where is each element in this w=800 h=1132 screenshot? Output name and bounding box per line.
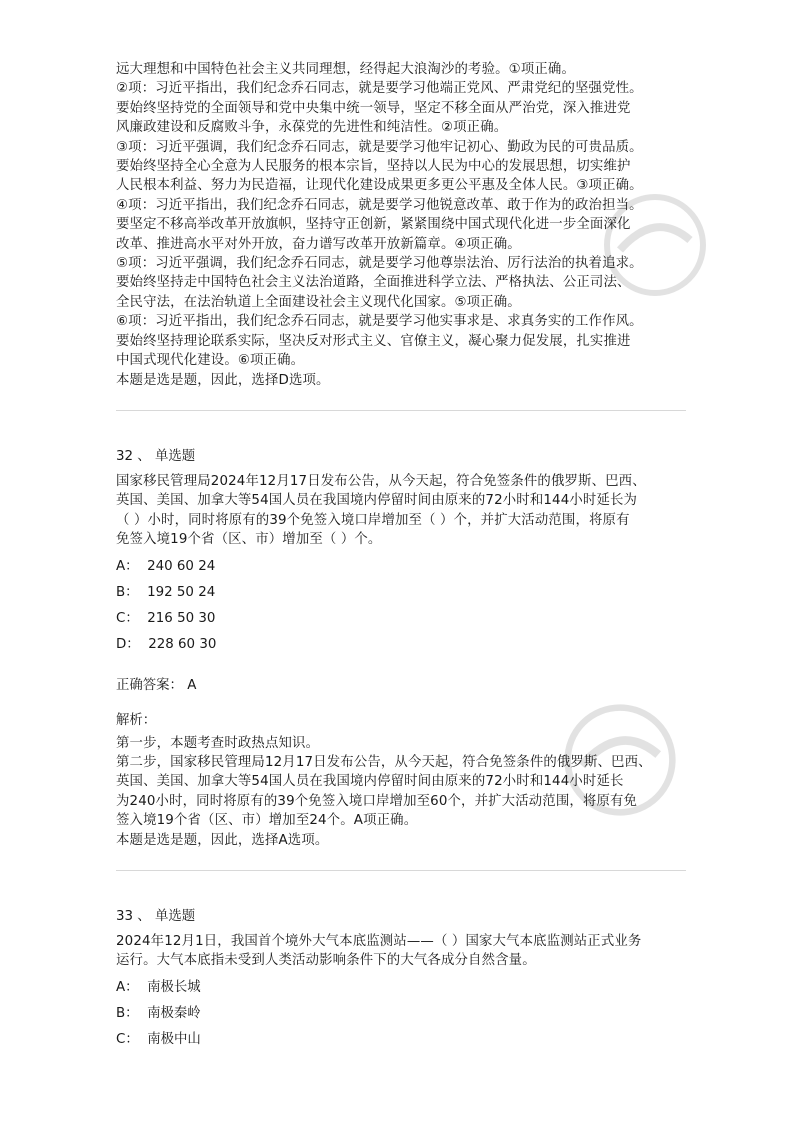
question-33 — [116, 907, 686, 1049]
text-line: 风廉政建设和反腐败斗争，永葆党的先进性和纯洁性。②项正确。 — [116, 120, 508, 136]
option-text: 南极长城 — [147, 979, 201, 995]
text-line: 要始终坚持党的全面领导和党中央集中统一领导，坚定不移全面从严治党，深入推进党 — [116, 100, 631, 116]
stem-line: 2024年12月1日，我国首个境外大气本底监测站——（ ）国家大气本底监测站正式业务 — [116, 933, 642, 949]
option-a[interactable] — [116, 978, 686, 997]
option-b[interactable] — [116, 1004, 686, 1023]
option-b[interactable] — [116, 583, 686, 602]
text-line: ③项：习近平强调，我们纪念乔石同志，就是要学习他牢记初心、勤政为民的可贵品质。 — [116, 139, 643, 155]
analysis-line: 为240小时，同时将原有的39个免签入境口岸增加至60个，并扩大活动范围，将原有免 — [116, 793, 638, 809]
stem-line: 运行。大气本底指未受到人类活动影响条件下的大气各成分自然含量。 — [116, 953, 536, 969]
option-c[interactable] — [116, 1030, 686, 1049]
analysis-label: 解析： — [116, 712, 157, 728]
divider — [116, 410, 686, 411]
text-line: ⑤项：习近平强调，我们纪念乔石同志，就是要学习他尊崇法治、厉行法治的执着追求。 — [116, 256, 643, 272]
divider — [116, 870, 686, 871]
option-label: C： — [116, 1031, 139, 1047]
text-line: ⑥项：习近平指出，我们纪念乔石同志，就是要学习他实事求是、求真务实的工作作风。 — [116, 314, 643, 330]
text-line: ④项：习近平指出，我们纪念乔石同志，就是要学习他锐意改革、敢于作为的政治担当。 — [116, 197, 643, 213]
text-line: 要始终坚持全心全意为人民服务的根本宗旨，坚持以人民为中心的发展思想，切实维护 — [116, 159, 631, 175]
previous-analysis-continuation — [116, 60, 686, 390]
option-text: 240 60 24 — [147, 558, 216, 574]
options-list — [116, 978, 686, 1049]
option-label: A： — [116, 979, 139, 995]
option-label: B： — [116, 584, 139, 600]
text-line: 中国式现代化建设。⑥项正确。 — [116, 353, 305, 369]
analysis-line: 英国、美国、加拿大等54国人员在我国境内停留时间由原来的72小时和144小时延长 — [116, 774, 624, 790]
text-line: 改革、推进高水平对外开放，奋力谱写改革开放新篇章。④项正确。 — [116, 236, 521, 252]
analysis-line: 第一步，本题考查时政热点知识。 — [116, 735, 320, 751]
option-d[interactable] — [116, 635, 686, 654]
stem-line: 免签入境19个省（区、市）增加至（ ）个。 — [116, 532, 382, 548]
analysis-body — [116, 734, 686, 850]
question-header: 33 、 单选题 — [116, 908, 196, 924]
text-line: 远大理想和中国特色社会主义共同理想，经得起大浪淘沙的考验。①项正确。 — [116, 62, 575, 77]
option-text: 南极秦岭 — [147, 1005, 201, 1021]
stem-line: 英国、美国、加拿大等54国人员在我国境内停留时间由原来的72小时和144小时延长为 — [116, 493, 638, 509]
question-header: 32 、 单选题 — [116, 448, 196, 464]
text-line: 人民根本利益、努力为民造福，让现代化建设成果更多更公平惠及全体人民。③项正确。 — [116, 178, 643, 194]
stem-line: 国家移民管理局2024年12月17日发布公告，从今天起，符合免签条件的俄罗斯、巴西、 — [116, 473, 646, 489]
question-stem — [116, 472, 686, 550]
option-text: 228 60 30 — [148, 636, 217, 652]
question-stem — [116, 932, 686, 971]
option-label: C： — [116, 610, 139, 626]
option-c[interactable] — [116, 609, 686, 628]
analysis-line: 第二步，国家移民管理局12月17日发布公告，从今天起，符合免签条件的俄罗斯、巴西、 — [116, 754, 652, 770]
text-line: 本题是选是题，因此，选择D选项。 — [116, 372, 330, 388]
analysis-line: 签入境19个省（区、市）增加至24个。A项正确。 — [116, 813, 418, 829]
option-text: 216 50 30 — [147, 610, 216, 626]
text-line: 全民守法，在法治轨道上全面建设社会主义现代化国家。⑤项正确。 — [116, 294, 521, 310]
option-label: D： — [116, 636, 140, 652]
option-text: 南极中山 — [147, 1031, 201, 1047]
correct-answer: 正确答案： A — [116, 677, 197, 693]
text-line: ②项：习近平指出，我们纪念乔石同志，就是要学习他端正党风、严肃党纪的坚强党性。 — [116, 81, 643, 97]
question-32 — [116, 447, 686, 850]
option-label: B： — [116, 1005, 139, 1021]
analysis-line: 本题是选是题，因此，选择A选项。 — [116, 832, 329, 848]
option-text: 192 50 24 — [147, 584, 216, 600]
text-line: 要始终坚持理论联系实际，坚决反对形式主义、官僚主义，凝心聚力促发展，扎实推进 — [116, 333, 631, 349]
text-line: 要坚定不移高举改革开放旗帜，坚持守正创新，紧紧围绕中国式现代化进一步全面深化 — [116, 217, 631, 233]
page-content — [116, 60, 686, 1049]
options-list — [116, 557, 686, 654]
option-a[interactable] — [116, 557, 686, 576]
stem-line: （ ）小时，同时将原有的39个免签入境口岸增加至（ ）个，并扩大活动范围，将原有 — [116, 512, 630, 528]
text-line: 要始终坚持走中国特色社会主义法治道路，全面推进科学立法、严格执法、公正司法、 — [116, 275, 631, 291]
option-label: A： — [116, 558, 139, 574]
